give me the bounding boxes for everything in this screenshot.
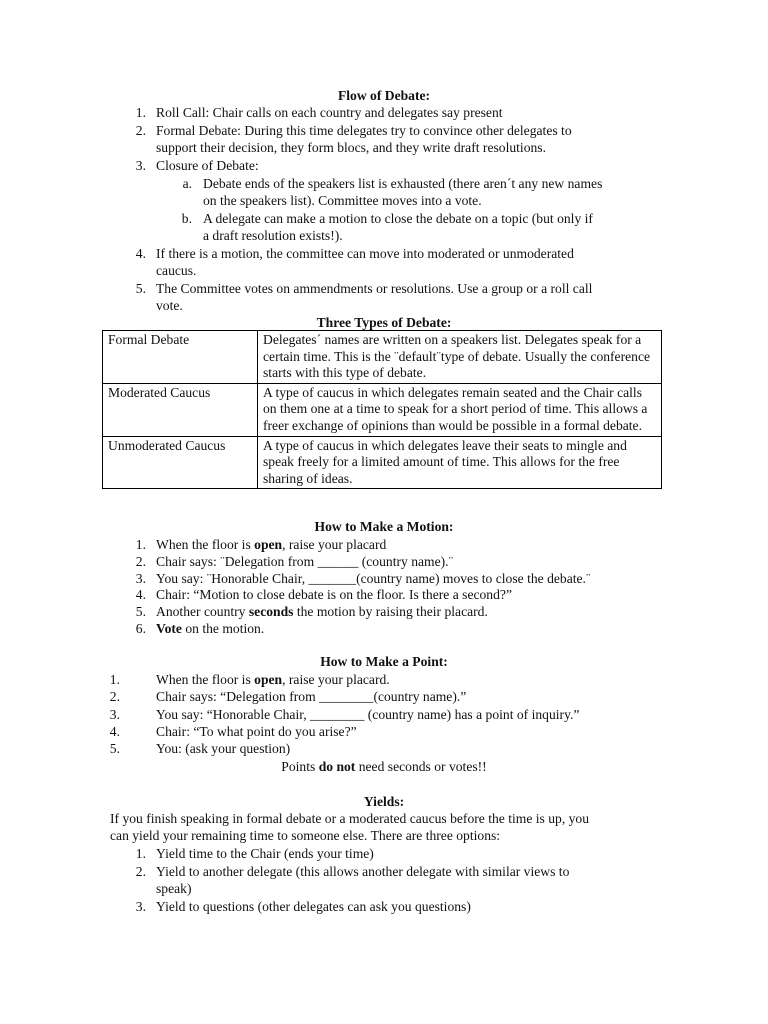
list-text: A delegate can make a motion to close the debate on a topic (but only if: [203, 211, 593, 226]
list-number: 4.: [135, 246, 146, 261]
paragraph-line: If you finish speaking in formal debate or a moderated caucus before the time is up, you: [110, 811, 590, 826]
list-number: 2.: [135, 554, 146, 569]
table-cell-type: Unmoderated Caucus: [103, 436, 258, 489]
list-number: 4.: [135, 587, 146, 602]
table-row: [103, 331, 662, 384]
list-number: 3.: [135, 571, 146, 586]
list-letter: a.: [182, 176, 192, 191]
list-text: Vote on the motion.: [156, 621, 265, 636]
list-text: When the floor is open, raise your placard: [156, 537, 387, 552]
debate-types-table: [102, 330, 662, 489]
list-text: Debate ends of the speakers list is exhausted (there aren´t any new names: [203, 176, 603, 191]
list-text: speak): [156, 881, 192, 896]
table-row: [103, 436, 662, 489]
list-number: 3.: [135, 158, 146, 173]
list-text: You say: “Honorable Chair, ________ (country name) has a point of inquiry.”: [156, 707, 580, 722]
list-text: Closure of Debate:: [156, 158, 259, 173]
list-text: Chair: “To what point do you arise?”: [156, 724, 357, 739]
list-number: 1.: [135, 537, 146, 552]
list-text: Formal Debate: During this time delegates try to convince other delegates to: [156, 123, 572, 138]
list-number: 1.: [135, 105, 146, 120]
list-text: Yield to questions (other delegates can ask you questions): [156, 899, 471, 914]
list-text: caucus.: [156, 263, 197, 278]
list-number: 2.: [135, 864, 146, 879]
list-number: 1.: [109, 672, 120, 687]
table-cell-type: Moderated Caucus: [103, 383, 258, 436]
motion-heading: How to Make a Motion:: [314, 519, 454, 534]
list-text: You: (ask your question): [156, 741, 291, 756]
list-text: vote.: [156, 298, 183, 313]
list-number: 1.: [135, 846, 146, 861]
list-number: 2.: [109, 689, 120, 704]
list-number: 3.: [135, 899, 146, 914]
list-text: Chair: “Motion to close debate is on the floor. Is there a second?”: [156, 587, 512, 602]
list-text: Roll Call: Chair calls on each country and delegates say present: [156, 105, 503, 120]
list-text: The Committee votes on ammendments or resolutions. Use a group or a roll call: [156, 281, 593, 296]
paragraph-line: can yield your remaining time to someone else. There are three options:: [110, 828, 501, 843]
flow-of-debate-heading: Flow of Debate:: [337, 88, 431, 103]
list-text: Chair says: ¨Delegation from ______ (country name).¨: [156, 554, 454, 569]
points-note: Points do not need seconds or votes!!: [281, 759, 487, 774]
list-number: 3.: [109, 707, 120, 722]
list-number: 2.: [135, 123, 146, 138]
list-text: Another country seconds the motion by raising their placard.: [156, 604, 488, 619]
list-text: a draft resolution exists!).: [203, 228, 343, 243]
table-cell-description: A type of caucus in which delegates leave their seats to mingle and speak freely for a limited amount of time. This allows for the free sharing of ideas.: [258, 436, 662, 489]
table-row: [103, 383, 662, 436]
list-number: 5.: [109, 741, 120, 756]
list-letter: b.: [181, 211, 192, 226]
table-cell-description: A type of caucus in which delegates remain seated and the Chair calls on them one at a time to speak for a short period of time. This allows a freer exchange of opinions than would be possible in a formal debate.: [258, 383, 662, 436]
list-text: Chair says: “Delegation from ________(country name).”: [156, 689, 467, 704]
table-cell-description: Delegates´ names are written on a speakers list. Delegates speak for a certain time. This is the ¨default¨type of debate. Usually the conference starts with this type of debate.: [258, 331, 662, 384]
list-number: 6.: [135, 621, 146, 636]
list-text: If there is a motion, the committee can move into moderated or unmoderated: [156, 246, 574, 261]
list-text: support their decision, they form blocs, and they write draft resolutions.: [156, 140, 546, 155]
list-text: Yield to another delegate (this allows another delegate with similar views to: [156, 864, 570, 879]
yields-heading: Yields:: [363, 794, 405, 809]
list-number: 5.: [135, 604, 146, 619]
list-text: When the floor is open, raise your placard.: [156, 672, 390, 687]
list-number: 4.: [109, 724, 120, 739]
list-number: 5.: [135, 281, 146, 296]
point-heading: How to Make a Point:: [320, 654, 448, 669]
types-of-debate-heading: Three Types of Debate:: [316, 315, 452, 330]
list-text: You say: ¨Honorable Chair, _______(country name) moves to close the debate.¨: [156, 571, 591, 586]
list-text: on the speakers list). Committee moves into a vote.: [203, 193, 482, 208]
list-text: Yield time to the Chair (ends your time): [156, 846, 374, 861]
table-cell-type: Formal Debate: [103, 331, 258, 384]
